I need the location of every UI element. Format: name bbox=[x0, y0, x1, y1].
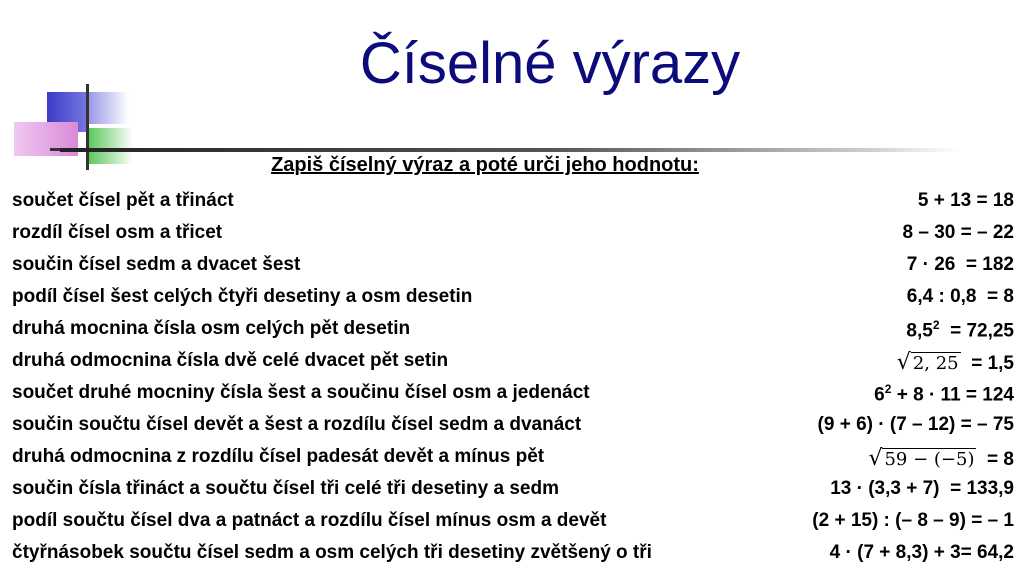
row-label: rozdíl čísel osm a třicet bbox=[12, 222, 223, 243]
row-result: = 124 bbox=[965, 384, 1014, 406]
row-label: součin čísla třináct a součtu čísel tři celé tři desetiny a sedm bbox=[12, 478, 559, 499]
blue-square-fade bbox=[89, 92, 129, 124]
row-expression: (2 + 15) : (– 8 – 9) = – 1 bbox=[812, 510, 1014, 531]
row-result: = – 1 bbox=[971, 510, 1014, 531]
row-label: podíl součtu čísel dva a patnáct a rozdílu čísel mínus osm a devět bbox=[12, 510, 607, 531]
row-label: druhá odmocnina čísla dvě celé dvacet pět setin bbox=[12, 350, 449, 371]
list-item bbox=[12, 446, 1014, 476]
square-root: √ 59 − (−5) bbox=[868, 446, 975, 471]
row-label: součet druhé mocniny čísla šest a součinu čísel osm a jedenáct bbox=[12, 382, 590, 403]
title-underline-rule bbox=[60, 148, 960, 152]
row-result: = – 75 bbox=[960, 414, 1014, 435]
list-item bbox=[12, 286, 1014, 316]
list-item bbox=[12, 382, 1014, 412]
row-expression: $6^2 + 8 \cdot 11 = 124$ bbox=[874, 382, 1014, 406]
row-expression: $8,5^2 = 72,25$ bbox=[906, 318, 1014, 342]
row-result: = 8 bbox=[987, 286, 1014, 307]
row-result: = 64,2 bbox=[960, 542, 1014, 563]
row-result: = 182 bbox=[965, 254, 1014, 275]
list-item bbox=[12, 222, 1014, 252]
list-item bbox=[12, 510, 1014, 540]
decorative-squares bbox=[0, 0, 160, 180]
list-item bbox=[12, 318, 1014, 348]
subtitle: Zapiš číselný výraz a poté urči jeho hodnotu: bbox=[271, 154, 699, 176]
row-expression: 13 · (3,3 + 7) = 133,9 bbox=[830, 478, 1014, 499]
row-label: součet čísel pět a třináct bbox=[12, 190, 234, 211]
row-label: součin součtu čísel devět a šest a rozdílu čísel sedm a dvanáct bbox=[12, 414, 582, 435]
row-expression: 4 · (7 + 8,3) + 3= 64,2 bbox=[829, 542, 1014, 563]
row-label: druhá mocnina čísla osm celých pět desetin bbox=[12, 318, 411, 339]
list-item bbox=[12, 414, 1014, 444]
square-root: √ 2, 25 bbox=[896, 350, 959, 375]
row-expression bbox=[897, 350, 1014, 375]
page-title: Číselné výrazy bbox=[359, 31, 741, 96]
row-result: = 72,25 bbox=[950, 320, 1014, 342]
row-expression: 7 · 26 = 182 bbox=[906, 254, 1014, 275]
row-label: čtyřnásobek součtu čísel sedm a osm celých tři desetiny zvětšený o tři bbox=[12, 542, 652, 563]
list-item bbox=[12, 350, 1014, 380]
list-item bbox=[12, 254, 1014, 284]
list-item bbox=[12, 542, 1014, 572]
row-result: = – 22 bbox=[960, 222, 1014, 243]
row-result: = 8 bbox=[987, 449, 1014, 470]
row-expression: 8 – 30 = – 22 bbox=[902, 222, 1014, 243]
row-expression: (9 + 6) · (7 – 12) = – 75 bbox=[817, 414, 1014, 435]
row-label: součin čísel sedm a dvacet šest bbox=[12, 254, 301, 275]
row-label: podíl čísel šest celých čtyři desetiny a osm desetin bbox=[12, 286, 473, 307]
row-result: = 133,9 bbox=[950, 478, 1014, 499]
list-item bbox=[12, 190, 1014, 220]
row-label: druhá odmocnina z rozdílu čísel padesát devět a mínus pět bbox=[12, 446, 545, 467]
row-result: = 1,5 bbox=[971, 353, 1014, 374]
row-expression: 5 + 13 = 18 bbox=[917, 190, 1014, 211]
row-expression bbox=[868, 446, 1014, 471]
row-result: = 18 bbox=[976, 190, 1014, 211]
row-expression: 6,4 : 0,8 = 8 bbox=[906, 286, 1014, 307]
list-item bbox=[12, 478, 1014, 508]
